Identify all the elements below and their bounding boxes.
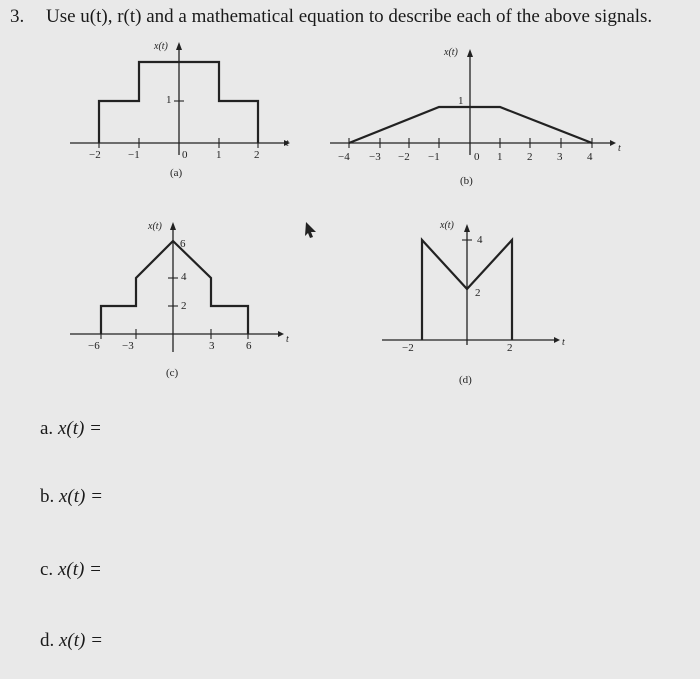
plot-b-y-tick-label: 1 <box>458 95 464 107</box>
plot-d-tick-label: −2 <box>402 342 414 354</box>
plot-b-tick-label: −3 <box>369 151 381 163</box>
answer-d-expr: x(t) = <box>59 630 103 651</box>
plot-a-tick-label: 0 <box>182 149 188 161</box>
answer-c-letter: c. <box>40 559 54 580</box>
answer-b-letter: b. <box>40 486 55 507</box>
plot-c-tick-label: −6 <box>88 340 100 352</box>
plot-d <box>382 220 565 386</box>
plot-d-y-tick-label: 4 <box>477 234 483 246</box>
plot-b-tick-label: −2 <box>398 151 410 163</box>
plot-b-tick-label: 4 <box>587 151 593 163</box>
question-prompt: Use u(t), r(t) and a mathematical equation to describe each of the above signals. <box>46 6 653 27</box>
plot-b-tick-label: 1 <box>497 151 503 163</box>
answer-d-letter: d. <box>40 630 55 651</box>
question-number: 3. <box>10 6 25 27</box>
plot-a-y-arrow <box>176 42 182 50</box>
plot-b-t-label: t <box>618 143 621 154</box>
plot-c <box>70 221 289 379</box>
plot-a-tick-label: −2 <box>89 149 101 161</box>
plot-d-t-arrow <box>554 337 560 343</box>
plot-c-y-arrow <box>170 222 176 230</box>
plot-b <box>330 47 621 187</box>
plot-b-tick-label: −4 <box>338 151 350 163</box>
plot-a-caption: (a) <box>170 167 183 179</box>
plot-b-y-label: x(t) <box>444 47 458 58</box>
answer-c-expr: x(t) = <box>57 559 102 580</box>
plot-a-tick-label: −1 <box>128 149 140 161</box>
plot-c-tick-label: 3 <box>209 340 215 352</box>
plot-a-tick-label: 2 <box>254 149 260 161</box>
plot-b-t-arrow <box>610 140 616 146</box>
plot-a-tick-label: 1 <box>216 149 222 161</box>
plot-b-tick-label: 3 <box>557 151 563 163</box>
plot-c-signal <box>101 241 248 334</box>
plot-b-tick-label: 0 <box>474 151 480 163</box>
answer-a <box>40 418 102 440</box>
plot-d-tick-label: 2 <box>507 342 513 354</box>
answer-b-expr: x(t) = <box>59 486 103 507</box>
answer-d <box>40 630 103 652</box>
plot-d-caption: (d) <box>459 374 472 386</box>
plot-a-y-label: x(t) <box>154 41 168 52</box>
plot-c-t-arrow <box>278 331 284 337</box>
plot-d-t-label: t <box>562 337 565 348</box>
plot-d-y-tick-label: 2 <box>475 287 481 299</box>
plot-c-y-tick-label: 6 <box>180 238 186 250</box>
plot-c-y-tick-label: 2 <box>181 300 187 312</box>
plot-d-y-arrow <box>464 224 470 232</box>
plot-a-y-tick-label: 1 <box>166 94 172 106</box>
plot-b-tick-label: 2 <box>527 151 533 163</box>
plot-b-caption: (b) <box>460 175 473 187</box>
plot-c-tick-label: 6 <box>246 340 252 352</box>
plot-c-y-tick-label: 4 <box>181 271 187 283</box>
plot-b-tick-label: −1 <box>428 151 440 163</box>
answer-a-letter: a. <box>40 418 54 439</box>
plot-c-t-label: t <box>286 334 289 345</box>
mouse-cursor-icon <box>305 222 316 238</box>
plot-c-tick-label: −3 <box>122 340 134 352</box>
plot-a-t-label: t <box>286 138 289 149</box>
plot-d-y-label: x(t) <box>440 220 454 231</box>
plot-c-caption: (c) <box>166 367 179 379</box>
plot-a <box>70 41 290 179</box>
plot-c-y-label: x(t) <box>148 221 162 232</box>
plot-b-y-arrow <box>467 49 473 57</box>
answer-a-expr: x(t) = <box>57 418 102 439</box>
answer-b <box>40 486 103 508</box>
answer-c <box>40 559 102 581</box>
